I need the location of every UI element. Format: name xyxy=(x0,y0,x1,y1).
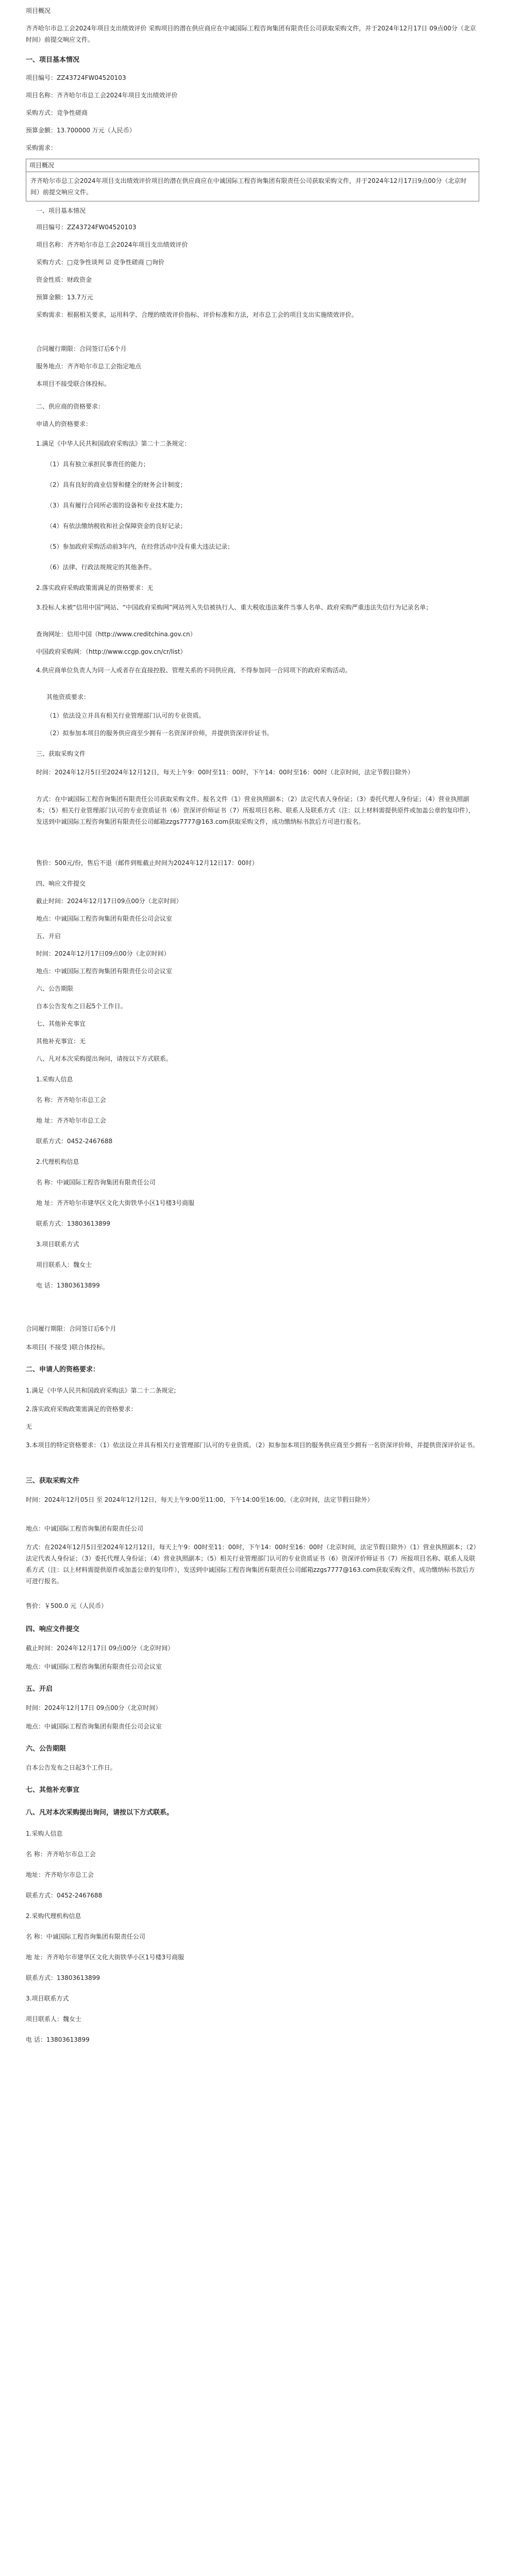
contact-agent-addr: 地 址：齐齐哈尔市建华区文化大街铁华小区1号楼3号商服 xyxy=(26,1954,184,1961)
inner-req-1-6: （6）法律、行政法规规定的其他条件。 xyxy=(46,564,156,571)
inner-section-supplement: 七、其他补充事宜 xyxy=(36,1020,86,1027)
announcement-period: 自本公告发布之日起3个工作日。 xyxy=(26,1764,116,1771)
inner-contact-buyer-title: 1.采购人信息 xyxy=(36,1076,73,1083)
project-number: 项目编号：ZZ43724FW04520103 xyxy=(26,74,126,81)
inner-req-1-1: （1）具有独立承担民事责任的能力； xyxy=(46,461,149,468)
inner-obtain-time: 时间：2024年12月5日至2024年12月12日，每天上午9：00时至11：00时，下午14：00时至16：00时（北京时间，法定节假日除外） xyxy=(36,769,414,776)
contact-buyer-tel: 联系方式：0452-2467688 xyxy=(26,1892,103,1899)
inner-contact-buyer-tel: 联系方式：0452-2467688 xyxy=(36,1138,113,1145)
inner-req-1-2: （2）具有良好的商业信誉和健全的财务会计制度； xyxy=(46,481,187,488)
contact-tel: 电 话：13803613899 xyxy=(26,2036,90,2043)
inner-req-1: 1.满足《中华人民共和国政府采购法》第二十二条规定： xyxy=(36,440,191,447)
inner-req-1-5: （5）参加政府采购活动前3年内，在经营活动中没有重大违法记录； xyxy=(46,543,234,550)
inner-method: 采购方式：□竞争性谈判 ☑ 竞争性磋商 □询价 xyxy=(36,259,164,266)
inner-contact-agent-tel: 联系方式：13803613899 xyxy=(36,1220,110,1227)
inner-other-2: （2）拟参加本项目的服务供应商至少拥有一名资深评价师，并提供资深评价证书。 xyxy=(46,730,273,737)
inner-req-title: 申请人的资格要求： xyxy=(36,420,92,428)
summary-box-content: 齐齐哈尔市总工会2024年项目支出绩效评价项目的潜在供应商应在中诚国际工程咨询集团有限责任公司获取采购文件，并于2024年12月17日9点00分（北京时间）前提交响应文件。 xyxy=(26,172,479,201)
inner-period: 自本公告发布之日起5个工作日。 xyxy=(36,1003,127,1010)
inner-project-name: 项目名称：齐齐哈尔市总工会2024年项目支出绩效评价 xyxy=(36,241,188,248)
contact-person: 项目联系人：魏女士 xyxy=(26,2015,82,2023)
inner-req-3-query2: 中国政府采购网：（http://www.ccgp.gov.cn/cr/list） xyxy=(36,648,187,655)
inner-contact-tel: 电 话：13803613899 xyxy=(36,1282,100,1289)
section-title-supplement: 七、其他补充事宜 xyxy=(26,1786,80,1794)
project-name: 项目名称：齐齐哈尔市总工会2024年项目支出绩效评价 xyxy=(26,92,178,99)
obtain-place: 地点：中诚国际工程咨询集团有限责任公司 xyxy=(26,1525,144,1532)
section-title-qualifications: 二、申请人的资格要求： xyxy=(26,1366,100,1374)
summary-intro: 齐齐哈尔市总工会2024年项目支出绩效评价 采购项目的潜在供应商应在中诚国际工程咨询集团有限责任公司获取采购文件，并于2024年12月17日 09点00分（北京时间）前提交响应文件。 xyxy=(26,25,476,43)
obtain-time: 时间：2024年12月05日 至 2024年12月12日，每天上午9:00至11:00，下午14:00至16:00。（北京时间，法定节假日除外） xyxy=(26,1496,374,1503)
inner-project-number: 项目编号：ZZ43724FW04520103 xyxy=(36,224,137,231)
inner-section-basic: 一、项目基本情况 xyxy=(36,207,86,214)
qualification-2-value: 无 xyxy=(26,1423,32,1430)
inner-obtain-method: 方式：在中诚国际工程咨询集团有限责任公司获取采购文件。报名文件（1）营业执照副本；（2）法定代表人身份证；（3）委托代理人身份证；（4）营业执照副本；（5）相关行业管理部门认可的专业资质证书（6）资深评价师证书（7）所报项目名称、联系人及联系方式（注：以上材料需提供原件或加盖公章的复印件），发送到中诚国际工程咨询集团有限责任公司邮箱zzgs7777@163.com获取采购文件，成功缴纳标书款后方可进行报名。 xyxy=(36,795,475,825)
open-time: 时间：2024年12月17日 09点00分（北京时间） xyxy=(26,1704,162,1711)
contact-project-title: 3.项目联系方式 xyxy=(26,1995,69,2002)
contract-term: 合同履行期限：合同签订后6个月 xyxy=(26,1325,116,1332)
section-title-obtain: 三、获取采购文件 xyxy=(26,1477,80,1485)
section-title-open: 五、开启 xyxy=(26,1685,53,1693)
inner-contact-agent-addr: 地 址：齐齐哈尔市建华区文化大街铁华小区1号楼3号商服 xyxy=(36,1199,195,1207)
inner-contact-person: 项目联系人：魏女士 xyxy=(36,1261,92,1268)
inner-section-submit: 四、响应文件提交 xyxy=(36,880,86,887)
summary-box xyxy=(26,159,479,201)
inner-fund: 资金性质：财政资金 xyxy=(36,276,92,283)
inner-req-2: 2.落实政府采购政策需满足的资格要求：无 xyxy=(36,584,154,591)
contact-agent-tel: 联系方式：13803613899 xyxy=(26,1974,100,1981)
inner-contact-agent-name: 名 称：中诚国际工程咨询集团有限责任公司 xyxy=(36,1179,156,1186)
inner-section-period: 六、公告期限 xyxy=(36,985,74,992)
inner-req-4: 4.供应商单位负责人为同一人或者存在直接控股、管理关系的不同供应商，不得参加同一合同项下的政府采购活动。 xyxy=(36,667,351,674)
inner-other-1: （1）依法设立并具有相关行业管理部门认可的专业资质。 xyxy=(46,712,205,719)
obtain-method: 方式：在2024年12月5日至2024年12月12日，每天上午9：00时至11：00时，下午14：00时至16：00时（北京时间，法定节假日除外）（1）营业执照副本；（2）法定代表人身份证；（3）委托代理人身份证；（4）营业执照副本；（5）相关行业管理部门认可的专业资质证书（6）资深评价师证书（7）所报项目名称、联系人及联系方式（注：以上材料需提供原件或加盖公章的复印件），发送到中诚国际工程咨询集团有限责任公司邮箱zzgs7777@163.com获取采购文件，成功缴纳标书款后方可进行报名。 xyxy=(26,1544,477,1585)
summary-title: 项目概况 xyxy=(26,7,51,14)
inner-open-place: 地点：中诚国际工程咨询集团有限责任公司会议室 xyxy=(36,968,173,975)
inner-other-title: 其他资质要求： xyxy=(46,693,90,701)
inner-deadline: 截止时间：2024年12月17日09点00分（北京时间） xyxy=(36,897,182,905)
inner-contact-buyer-addr: 地 址：齐齐哈尔市总工会 xyxy=(36,1117,106,1124)
inner-contract-term: 合同履行期限：合同签订后6个月 xyxy=(36,345,127,352)
section-title-period: 六、公告期限 xyxy=(26,1745,66,1753)
submit-deadline: 截止时间：2024年12月17日 09点00分（北京时间） xyxy=(26,1645,174,1652)
section-title-contact: 八、凡对本次采购提出询问，请按以下方式联系。 xyxy=(26,1809,174,1817)
inner-price: 售价：500元/份，售后不退（邮件到账截止时间为2024年12月12日17：00时） xyxy=(36,859,258,867)
qualification-3: 3.本项目的特定资格要求：（1）依法设立并具有相关行业管理部门认可的专业资质。（2）拟参加本项目的服务供应商至少拥有一名资深评价师，并提供资深评价证书。 xyxy=(26,1442,479,1449)
open-place: 地点：中诚国际工程咨询集团有限责任公司会议室 xyxy=(26,1723,162,1730)
inner-budget: 预算金额：13.7万元 xyxy=(36,294,93,301)
inner-supplement: 其他补充事宜：无 xyxy=(36,1038,86,1045)
inner-joint-bid: 本项目不接受联合体投标。 xyxy=(36,380,111,387)
budget-amount: 预算金额：13.700000 万元（人民币） xyxy=(26,127,136,134)
submit-place: 地点：中诚国际工程咨询集团有限责任公司会议室 xyxy=(26,1663,162,1670)
inner-contact-agent-title: 2.代理机构信息 xyxy=(36,1158,79,1165)
contact-buyer-title: 1.采购人信息 xyxy=(26,1830,63,1837)
qualification-1: 1.满足《中华人民共和国政府采购法》第二十二条规定; xyxy=(26,1387,176,1394)
inner-open-time: 时间：2024年12月17日09点00分（北京时间） xyxy=(36,950,170,957)
inner-service-location: 服务地点：齐齐哈尔市总工会指定地点 xyxy=(36,363,142,370)
document-price: 售价：￥500.0 元（人民币） xyxy=(26,1602,108,1609)
summary-box-label: 项目概况 xyxy=(29,162,55,169)
contact-buyer-addr: 地址：齐齐哈尔市总工会 xyxy=(26,1871,94,1878)
inner-section-contact: 八、凡对本次采购提出询问，请按以下方式联系。 xyxy=(36,1055,173,1062)
contact-agent-title: 2.采购代理机构信息 xyxy=(26,1912,81,1920)
inner-req-3-query: 查询网址：信用中国（http://www.creditchina.gov.cn） xyxy=(36,631,196,638)
inner-section-obtain: 三、获取采购文件 xyxy=(36,750,86,757)
requirements-label: 采购需求： xyxy=(26,144,57,151)
qualification-2: 2.落实政府采购政策需满足的资格要求： xyxy=(26,1405,137,1413)
section-title-basic: 一、项目基本情况 xyxy=(26,56,80,64)
joint-bid: 本项目( 不接受 )联合体投标。 xyxy=(26,1344,109,1351)
contact-buyer-name: 名 称：齐齐哈尔市总工会 xyxy=(26,1851,96,1858)
inner-section-open: 五、开启 xyxy=(36,933,61,940)
inner-req-1-3: （3）具有履行合同所必需的设备和专业技术能力； xyxy=(46,502,187,509)
inner-req-1-4: （4）有依法缴纳税收和社会保障资金的良好记录； xyxy=(46,522,187,530)
contact-agent-name: 名 称：中诚国际工程咨询集团有限责任公司 xyxy=(26,1933,145,1940)
inner-contact-project-title: 3.项目联系方式 xyxy=(36,1241,79,1248)
procurement-method: 采购方式：竞争性磋商 xyxy=(26,109,88,116)
inner-requirements: 采购需求：根据相关要求，运用科学、合理的绩效评价指标、评价标准和方法，对市总工会的项目支出实施绩效评价。 xyxy=(36,311,358,318)
inner-submit-place: 地点：中诚国际工程咨询集团有限责任公司会议室 xyxy=(36,915,173,922)
section-title-submit: 四、响应文件提交 xyxy=(26,1625,80,1633)
inner-req-3: 3.投标人未被“信用中国”网站、“中国政府采购网”网站列入失信被执行人、重大税收违法案件当事人名单、政府采购严重违法失信行为记录名单； xyxy=(36,604,432,611)
inner-section-qualifications: 二、供应商的资格要求： xyxy=(36,403,105,410)
inner-contact-buyer-name: 名 称：齐齐哈尔市总工会 xyxy=(36,1096,106,1104)
